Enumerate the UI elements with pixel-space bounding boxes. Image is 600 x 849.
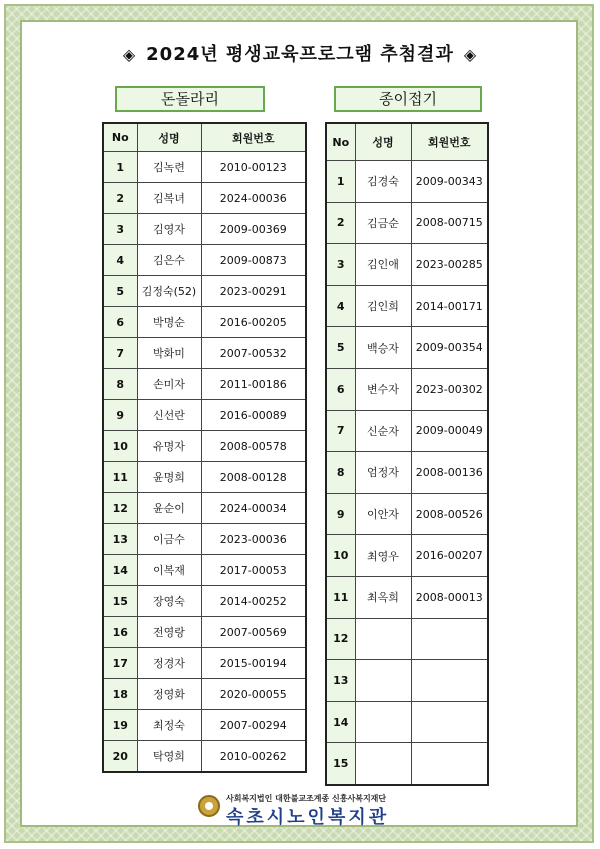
member-name: 전영랑 bbox=[137, 617, 201, 648]
row-number: 13 bbox=[326, 660, 355, 702]
member-id: 2014-00252 bbox=[201, 586, 306, 617]
member-id: 2024-00036 bbox=[201, 183, 306, 214]
row-number: 14 bbox=[103, 555, 137, 586]
member-name: 정경자 bbox=[137, 648, 201, 679]
row-number: 7 bbox=[326, 410, 355, 452]
member-name: 박화미 bbox=[137, 338, 201, 369]
row-number: 3 bbox=[103, 214, 137, 245]
header-member-id: 회원번호 bbox=[411, 123, 488, 161]
header-member-id: 회원번호 bbox=[201, 123, 306, 152]
header-name: 성명 bbox=[137, 123, 201, 152]
table-row bbox=[103, 183, 306, 214]
member-name: 김경숙 bbox=[355, 161, 411, 203]
member-name bbox=[355, 701, 411, 743]
member-id bbox=[411, 618, 488, 660]
row-number: 19 bbox=[103, 710, 137, 741]
header-no: No bbox=[103, 123, 137, 152]
member-name bbox=[355, 660, 411, 702]
results-table-dondollari bbox=[102, 122, 307, 773]
member-id: 2008-00136 bbox=[411, 452, 488, 494]
row-number: 18 bbox=[103, 679, 137, 710]
member-name: 이금수 bbox=[137, 524, 201, 555]
member-id: 2014-00171 bbox=[411, 285, 488, 327]
table-row bbox=[103, 338, 306, 369]
row-number: 12 bbox=[103, 493, 137, 524]
member-name: 김인희 bbox=[355, 285, 411, 327]
member-name: 백승자 bbox=[355, 327, 411, 369]
member-name: 변수자 bbox=[355, 368, 411, 410]
table-row bbox=[326, 244, 488, 286]
row-number: 8 bbox=[103, 369, 137, 400]
member-name: 신순자 bbox=[355, 410, 411, 452]
member-id: 2016-00207 bbox=[411, 535, 488, 577]
member-id: 2023-00302 bbox=[411, 368, 488, 410]
member-name: 김금순 bbox=[355, 202, 411, 244]
member-id: 2009-00049 bbox=[411, 410, 488, 452]
row-number: 11 bbox=[103, 462, 137, 493]
member-name: 김은수 bbox=[137, 245, 201, 276]
row-number: 4 bbox=[326, 285, 355, 327]
table-row bbox=[103, 400, 306, 431]
row-number: 1 bbox=[103, 152, 137, 183]
member-id: 2008-00715 bbox=[411, 202, 488, 244]
member-name: 정영화 bbox=[137, 679, 201, 710]
row-number: 5 bbox=[326, 327, 355, 369]
member-name: 손미자 bbox=[137, 369, 201, 400]
table-row bbox=[326, 618, 488, 660]
member-name: 김인애 bbox=[355, 244, 411, 286]
row-number: 11 bbox=[326, 576, 355, 618]
row-number: 2 bbox=[326, 202, 355, 244]
table-row bbox=[103, 741, 306, 773]
table-row bbox=[103, 307, 306, 338]
member-id: 2007-00294 bbox=[201, 710, 306, 741]
table-row bbox=[326, 743, 488, 785]
row-number: 15 bbox=[103, 586, 137, 617]
member-id: 2023-00036 bbox=[201, 524, 306, 555]
row-number: 6 bbox=[103, 307, 137, 338]
member-id: 2010-00123 bbox=[201, 152, 306, 183]
diamond-right-icon: ◈ bbox=[463, 45, 478, 64]
lotus-logo-icon bbox=[198, 795, 220, 817]
member-name: 최옥희 bbox=[355, 576, 411, 618]
row-number: 5 bbox=[103, 276, 137, 307]
table-row bbox=[103, 214, 306, 245]
member-id: 2017-00053 bbox=[201, 555, 306, 586]
member-id: 2007-00569 bbox=[201, 617, 306, 648]
member-name: 엄정자 bbox=[355, 452, 411, 494]
member-name: 박명순 bbox=[137, 307, 201, 338]
member-id: 2007-00532 bbox=[201, 338, 306, 369]
member-id: 2008-00128 bbox=[201, 462, 306, 493]
table-row bbox=[326, 161, 488, 203]
member-id: 2015-00194 bbox=[201, 648, 306, 679]
member-id: 2016-00205 bbox=[201, 307, 306, 338]
results-table-origami bbox=[325, 122, 489, 786]
member-id: 2011-00186 bbox=[201, 369, 306, 400]
member-id bbox=[411, 701, 488, 743]
header-no: No bbox=[326, 123, 355, 161]
member-id: 2010-00262 bbox=[201, 741, 306, 773]
member-id: 2023-00291 bbox=[201, 276, 306, 307]
page-title bbox=[0, 40, 600, 66]
table-row bbox=[103, 679, 306, 710]
row-number: 4 bbox=[103, 245, 137, 276]
member-name: 이안자 bbox=[355, 493, 411, 535]
row-number: 20 bbox=[103, 741, 137, 773]
table-row bbox=[326, 202, 488, 244]
row-number: 14 bbox=[326, 701, 355, 743]
member-name: 최정숙 bbox=[137, 710, 201, 741]
table-row bbox=[326, 493, 488, 535]
group-label-dondollari: 돈돌라리 bbox=[115, 86, 265, 112]
row-number: 2 bbox=[103, 183, 137, 214]
member-name: 김정숙(52) bbox=[137, 276, 201, 307]
table-row bbox=[103, 524, 306, 555]
row-number: 9 bbox=[326, 493, 355, 535]
table-row bbox=[103, 617, 306, 648]
row-number: 17 bbox=[103, 648, 137, 679]
row-number: 10 bbox=[326, 535, 355, 577]
table-row bbox=[326, 576, 488, 618]
table-header-row bbox=[103, 123, 306, 152]
row-number: 1 bbox=[326, 161, 355, 203]
member-name: 윤순이 bbox=[137, 493, 201, 524]
row-number: 16 bbox=[103, 617, 137, 648]
table-row bbox=[326, 285, 488, 327]
member-id: 2023-00285 bbox=[411, 244, 488, 286]
table-row bbox=[326, 701, 488, 743]
table-row bbox=[326, 452, 488, 494]
table-row bbox=[103, 586, 306, 617]
row-number: 10 bbox=[103, 431, 137, 462]
row-number: 7 bbox=[103, 338, 137, 369]
table-row bbox=[326, 410, 488, 452]
member-id bbox=[411, 660, 488, 702]
member-name bbox=[355, 618, 411, 660]
row-number: 13 bbox=[103, 524, 137, 555]
member-id: 2024-00034 bbox=[201, 493, 306, 524]
row-number: 12 bbox=[326, 618, 355, 660]
member-id: 2016-00089 bbox=[201, 400, 306, 431]
title-text: 2024년 평생교육프로그램 추첨결과 bbox=[146, 44, 454, 65]
member-name: 김녹련 bbox=[137, 152, 201, 183]
member-id: 2008-00578 bbox=[201, 431, 306, 462]
row-number: 9 bbox=[103, 400, 137, 431]
member-name: 탁영희 bbox=[137, 741, 201, 773]
member-id: 2008-00526 bbox=[411, 493, 488, 535]
member-id: 2009-00873 bbox=[201, 245, 306, 276]
table-row bbox=[103, 493, 306, 524]
member-name: 윤명희 bbox=[137, 462, 201, 493]
member-id: 2009-00369 bbox=[201, 214, 306, 245]
member-name: 장영숙 bbox=[137, 586, 201, 617]
table-row bbox=[103, 555, 306, 586]
org-name: 속초시노인복지관 bbox=[226, 807, 390, 828]
row-number: 8 bbox=[326, 452, 355, 494]
member-id: 2009-00343 bbox=[411, 161, 488, 203]
row-number: 15 bbox=[326, 743, 355, 785]
member-id: 2020-00055 bbox=[201, 679, 306, 710]
org-subtitle: 사회복지법인 대한불교조계종 신흥사복지재단 bbox=[226, 794, 387, 803]
table-row bbox=[103, 710, 306, 741]
member-name: 이복재 bbox=[137, 555, 201, 586]
table-row bbox=[326, 535, 488, 577]
row-number: 3 bbox=[326, 244, 355, 286]
table-row bbox=[103, 152, 306, 183]
member-name: 신선란 bbox=[137, 400, 201, 431]
table-row bbox=[326, 660, 488, 702]
table-row bbox=[103, 431, 306, 462]
table-row bbox=[326, 327, 488, 369]
table-row bbox=[103, 462, 306, 493]
member-id: 2008-00013 bbox=[411, 576, 488, 618]
member-name: 유명자 bbox=[137, 431, 201, 462]
member-name: 김복녀 bbox=[137, 183, 201, 214]
table-row bbox=[103, 648, 306, 679]
member-id: 2009-00354 bbox=[411, 327, 488, 369]
table-row bbox=[103, 245, 306, 276]
member-name: 최영우 bbox=[355, 535, 411, 577]
table-row bbox=[103, 276, 306, 307]
table-row bbox=[103, 369, 306, 400]
table-header-row bbox=[326, 123, 488, 161]
row-number: 6 bbox=[326, 368, 355, 410]
diamond-left-icon: ◈ bbox=[122, 45, 137, 64]
group-label-origami: 종이접기 bbox=[334, 86, 482, 112]
member-name bbox=[355, 743, 411, 785]
table-row bbox=[326, 368, 488, 410]
member-name: 김영자 bbox=[137, 214, 201, 245]
member-id bbox=[411, 743, 488, 785]
header-name: 성명 bbox=[355, 123, 411, 161]
